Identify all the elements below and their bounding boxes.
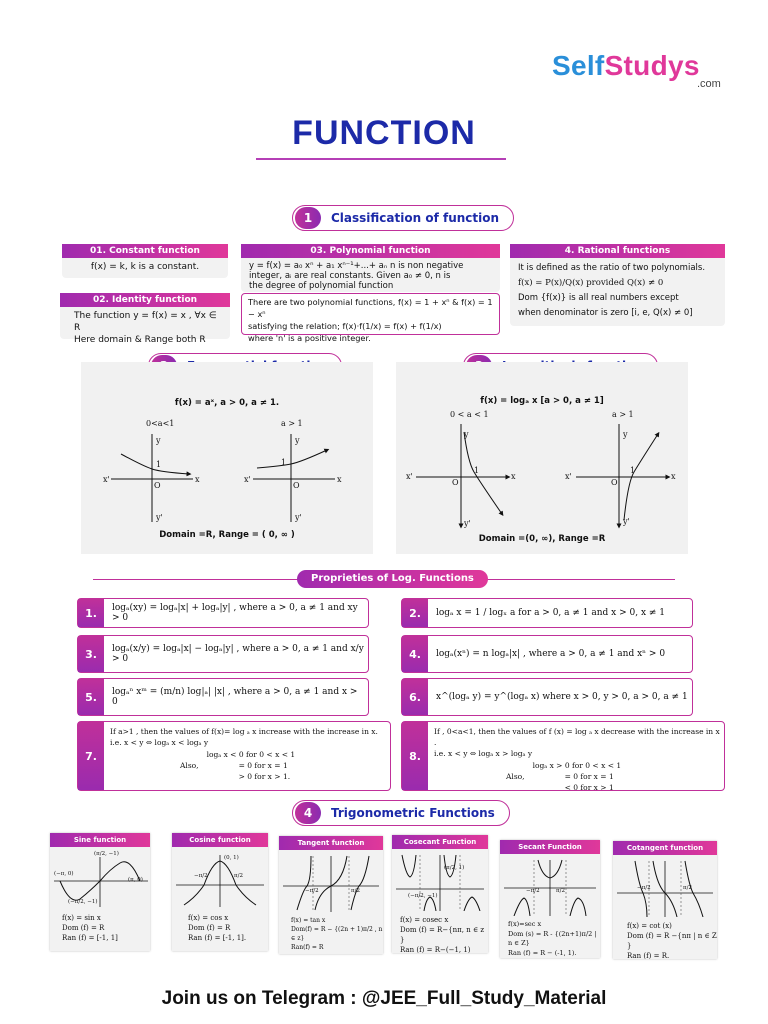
property-text: logₐⁿ xᵐ = (m/n) log|ₐ| |x| , where a > 0, a ≠ 1 and x > 0: [112, 687, 358, 707]
cosine-point-top: (0, 1): [224, 855, 239, 861]
property-number: 3.: [78, 636, 104, 672]
exp-right-condition: a > 1: [281, 419, 303, 428]
exp-left-condition: 0<a<1: [146, 419, 175, 428]
axis-label-yp: y': [623, 517, 630, 526]
trig-line: Ran (f) = R.: [627, 952, 670, 960]
secant-asymptote-left: −π/2: [526, 888, 540, 894]
property-box-3: [77, 635, 369, 673]
sine-point-left: (−π, 0): [54, 871, 74, 877]
property-box-4: [401, 635, 693, 673]
card-title: 4. Rational functions: [510, 244, 725, 258]
cotangent-asymptote-left: −π/2: [637, 885, 651, 891]
trig-title: Cotangent function: [613, 841, 717, 855]
properties-heading: Proprieties of Log. Functions: [297, 570, 488, 588]
card-line: Here domain & Range both R: [74, 335, 206, 345]
property-box-5: [77, 678, 369, 716]
cosine-graph: [172, 847, 268, 909]
card-line: where 'n' is a positive integer.: [248, 333, 371, 343]
property-line: i.e. x < y ⇔ logₐ x > logₐ y: [434, 749, 533, 758]
axis-label-y: y: [156, 436, 161, 445]
trig-line: f(x) = cosec x: [400, 916, 449, 924]
brand-domain: .com: [697, 78, 721, 90]
card-title: 02. Identity function: [60, 293, 230, 307]
trig-title: Secant Function: [500, 840, 600, 854]
card-text: f(x) = k, k is a constant.: [90, 262, 200, 272]
property-also: Also,: [506, 772, 525, 781]
property-box-2: [401, 598, 693, 628]
cotangent-asymptote-right: π/2: [683, 885, 692, 891]
trig-line: Ran (f) = [-1, 1]: [62, 934, 118, 942]
cosine-point-left: −π/2: [194, 873, 208, 879]
logarithmic-graph-panel: [396, 362, 688, 554]
trig-card-cosine: [172, 833, 268, 951]
logarithmic-domain-range: Domain =(0, ∞), Range =R: [478, 534, 606, 544]
exponential-graph-panel: [81, 362, 373, 554]
card-line: There are two polynomial functions, f(x) = 1 + xⁿ & f(x) = 1 − xⁿ: [248, 297, 493, 319]
axis-label-y: y: [295, 436, 300, 445]
property-case: > 0 for x > 1.: [238, 772, 291, 781]
trig-line: Dom (f) = R −{nπ | n ∈ Z }: [627, 932, 717, 950]
card-line: Dom {f(x)} is all real numbers except: [518, 293, 679, 303]
exponential-graphs: [81, 362, 373, 554]
cosecant-point-bottom: (−π/2, −1): [408, 893, 438, 899]
axis-label-xp: x': [406, 472, 413, 481]
trig-line: Dom(f) = R − {(2n + 1)π/2 , n ∈ z}: [291, 926, 383, 942]
axis-label-one: 1: [156, 460, 162, 469]
card-line: f(x) = P(x)/Q(x) provided Q(x) ≠ 0: [518, 278, 664, 288]
section-label: Classification of function: [331, 211, 500, 225]
axis-label-y: y: [623, 430, 628, 439]
axis-label-origin: O: [154, 481, 161, 490]
trig-card-cosecant: [392, 835, 488, 953]
trig-line: f(x) = sin x: [62, 914, 101, 922]
property-text: logₐ(xy) = logₐ|x| + logₐ|y| , where a > 0, a ≠ 1 and xy > 0: [112, 603, 358, 623]
property-also: Also,: [180, 761, 199, 770]
cosecant-graph: [392, 849, 488, 911]
property-case: = 0 for x = 1: [564, 772, 614, 781]
card-line: satisfying the relation; f(x)·f(1/x) = f(x) + f(1/x): [248, 321, 442, 331]
property-line: i.e. x < y ⇔ logₐ x < logₐ y: [110, 738, 209, 747]
trig-title: Cosecant Function: [392, 835, 488, 849]
property-case: < 0 for x > 1: [564, 783, 614, 792]
secant-graph: [500, 854, 600, 916]
axis-label-one: 1: [281, 458, 287, 467]
card-constant-function: [62, 244, 228, 278]
axis-label-xp: x': [103, 475, 110, 484]
section-trig-heading: [292, 800, 510, 826]
property-case: = 0 for x = 1: [238, 761, 288, 770]
trig-line: f(x) = tan x: [291, 917, 326, 924]
property-box-8: [401, 721, 725, 791]
card-line: when denominator is zero [i, e, Q(x) ≠ 0]: [518, 308, 693, 318]
section-label: Trigonometric Functions: [331, 806, 495, 820]
property-number: 5.: [78, 679, 104, 715]
trig-card-cotangent: [613, 841, 717, 959]
card-polynomial-function: [241, 244, 500, 292]
card-line: integer, aᵢ are real constants. Given a₀ ≠ 0, n is: [249, 271, 451, 281]
card-line: The function y = f(x) = x , ∀x ∈ R: [74, 311, 217, 333]
property-text: logₐ(x/y) = logₐ|x| − logₐ|y| , where a > 0, a ≠ 1 and x/y > 0: [112, 644, 364, 664]
property-line: If , 0<a<1, then the values of f (x) = log ₐ x decrease with the increase in x .: [434, 727, 720, 747]
trig-title: Tangent function: [279, 836, 383, 850]
axis-label-xp: x': [244, 475, 251, 484]
property-text: logₐ x = 1 / logₓ a for a > 0, a ≠ 1 and x > 0, x ≠ 1: [436, 608, 666, 618]
axis-label-origin: O: [293, 481, 300, 490]
section-classification-heading: [292, 205, 514, 231]
axis-label-x: x: [671, 472, 676, 481]
exponential-domain-range: Domain =R, Range = ( 0, ∞ ): [159, 530, 295, 540]
trig-line: Ran(f) = R: [291, 944, 324, 951]
axis-label-x: x: [337, 475, 342, 484]
trig-line: f(x)=sec x: [508, 920, 542, 928]
property-number: 1.: [78, 599, 104, 627]
axis-label-y: y: [464, 430, 469, 439]
property-case: logₐ x > 0 for 0 < x < 1: [532, 761, 622, 770]
property-number: 8.: [402, 722, 428, 790]
log-right-condition: a > 1: [612, 410, 634, 419]
axis-label-x: x: [195, 475, 200, 484]
card-identity-function: [60, 293, 230, 345]
property-case: logₐ x < 0 for 0 < x < 1: [206, 750, 296, 759]
section-number: 1: [295, 207, 321, 229]
section-number: 4: [295, 802, 321, 824]
card-rational-function: [510, 244, 725, 326]
card-line: the degree of polynomial function: [249, 281, 394, 291]
trig-line: Dom (f) = R: [188, 924, 231, 932]
axis-label-origin: O: [452, 478, 459, 487]
cosecant-point-top: (π/2, 1): [444, 865, 465, 871]
tangent-graph: [279, 850, 383, 912]
card-line: y = f(x) = a₀ xⁿ + a₁ xⁿ⁻¹+...+ aₙ n is non negative: [249, 261, 464, 271]
axis-label-x: x: [511, 472, 516, 481]
sine-point-top: (π/2, −1): [94, 851, 119, 857]
sine-point-right: (π, 0): [128, 877, 143, 883]
brand-part1: Self: [552, 50, 605, 81]
sine-point-bottom: (−π/2, −1): [68, 899, 98, 905]
trig-card-secant: [500, 840, 600, 958]
property-box-1: [77, 598, 369, 628]
logarithmic-graphs: [396, 362, 688, 554]
tangent-asymptote-left: −π/2: [305, 888, 319, 894]
trig-line: Ran (f) = R−(−1, 1): [400, 946, 471, 954]
property-number: 7.: [78, 722, 104, 790]
property-text: x^(logₐ y) = y^(logₐ x) where x > 0, y > 0, a > 0, a ≠ 1: [436, 692, 688, 702]
card-title: 03. Polynomial function: [241, 244, 500, 258]
axis-label-yp: y': [464, 519, 471, 528]
axis-label-origin: O: [611, 478, 618, 487]
property-box-7: [77, 721, 391, 791]
property-number: 4.: [402, 636, 428, 672]
axis-label-xp: x': [565, 472, 572, 481]
trig-line: f(x) = cos x: [188, 914, 229, 922]
title-underline: [256, 158, 506, 160]
trig-title: Cosine function: [172, 833, 268, 847]
trig-line: Dom (s) = R - {(2n+1)π/2 | n ∈ Z}: [508, 929, 597, 947]
trig-line: Dom (f) = R: [62, 924, 105, 932]
property-line: If a>1 , then the values of f(x)= log ₐ x increase with the increase in x.: [110, 727, 378, 736]
property-number: 6.: [402, 679, 428, 715]
trig-title: Sine function: [50, 833, 150, 847]
page-title: FUNCTION: [292, 114, 476, 152]
trig-line: Ran (f) = R − (-1, 1).: [508, 948, 577, 957]
axis-label-yp: y': [156, 513, 163, 522]
property-number: 2.: [402, 599, 428, 627]
brand-part2: Studys: [604, 50, 700, 81]
axis-label-one: 1: [630, 466, 636, 475]
property-box-6: [401, 678, 693, 716]
tangent-asymptote-right: π/2: [351, 888, 360, 894]
property-text: logₐ(xⁿ) = n logₐ|x| , where a > 0, a ≠ 1 and xⁿ > 0: [436, 649, 666, 659]
cotangent-graph: [613, 855, 717, 917]
trig-line: Dom (f) = R−{nπ, n ∈ z }: [400, 926, 485, 944]
trig-card-tangent: [279, 836, 383, 954]
trig-card-sine: [50, 833, 150, 951]
axis-label-one: 1: [474, 466, 480, 475]
telegram-footer: Join us on Telegram : @JEE_Full_Study_Material: [161, 988, 607, 1009]
card-line: It is defined as the ratio of two polynomials.: [518, 263, 706, 273]
card-title: 01. Constant function: [62, 244, 228, 258]
secant-asymptote-right: π/2: [556, 888, 565, 894]
cosine-point-right: π/2: [234, 873, 243, 879]
axis-label-yp: y': [295, 513, 302, 522]
trig-line: f(x) = cot (x): [627, 922, 672, 930]
log-left-condition: 0 < a < 1: [450, 410, 489, 419]
trig-line: Ran (f) = [-1, 1].: [188, 934, 247, 942]
card-polynomial-relation: [241, 293, 500, 343]
brand-logo: [552, 50, 700, 82]
exponential-formula: f(x) = aˣ, a > 0, a ≠ 1.: [174, 398, 280, 408]
logarithmic-formula: f(x) = logₐ x [a > 0, a ≠ 1]: [480, 396, 604, 406]
